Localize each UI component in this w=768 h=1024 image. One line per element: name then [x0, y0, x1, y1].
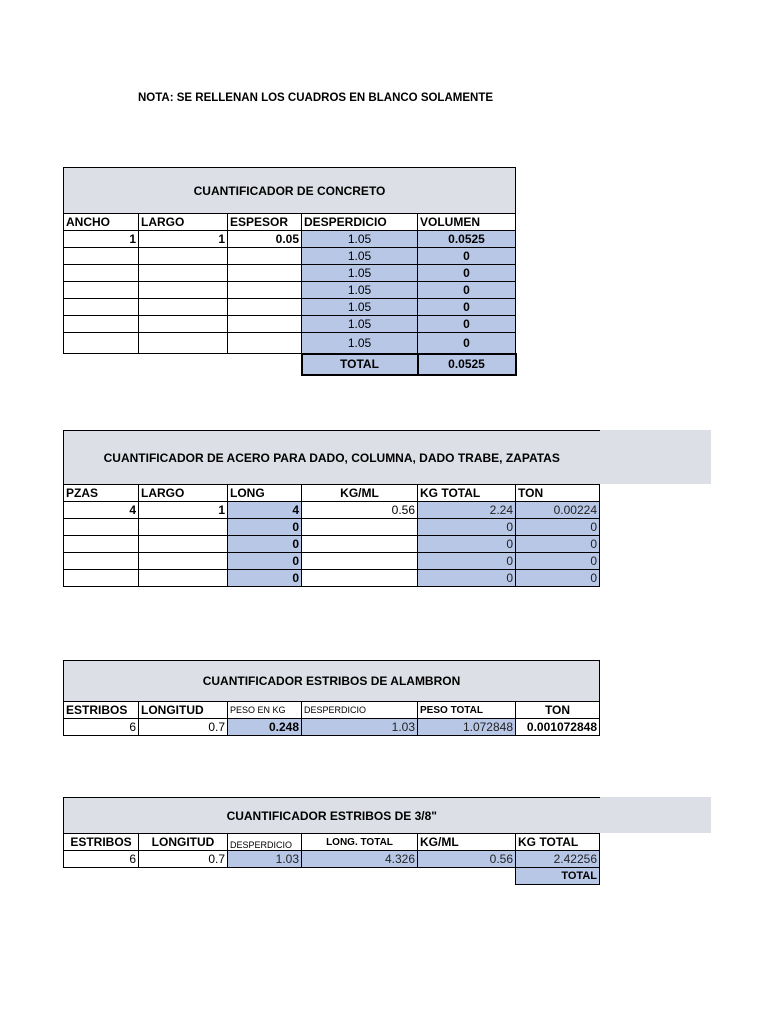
cell-peso-en-kg: 0.248 [228, 719, 302, 736]
table-row [64, 570, 600, 587]
header-peso-total: PESO TOTAL [418, 702, 516, 719]
cell-largo[interactable] [139, 299, 228, 316]
cell-largo[interactable] [139, 282, 228, 299]
cell-peso-total: 1.072848 [418, 719, 516, 736]
cell-volumen: 0 [418, 333, 516, 354]
cell-pzas[interactable] [64, 536, 139, 553]
table-row [64, 553, 600, 570]
cell-ancho[interactable] [64, 248, 139, 265]
cell-ancho[interactable] [64, 299, 139, 316]
cell-kg-total: 0 [418, 519, 516, 536]
cell-espesor[interactable] [228, 316, 302, 333]
cell-largo[interactable] [139, 536, 228, 553]
steel-title: CUANTIFICADOR DE ACERO PARA DADO, COLUMNA, DADO TRABE, ZAPATAS [64, 431, 600, 485]
cell-ancho[interactable] [64, 282, 139, 299]
header-kg-total: KG TOTAL [516, 834, 600, 851]
cell-desperdicio: 1.03 [302, 719, 418, 736]
cell-kg-ml[interactable]: 0.56 [302, 502, 418, 519]
cell-kg-total: 0 [418, 536, 516, 553]
cell-volumen: 0 [418, 265, 516, 282]
table-row [64, 519, 600, 536]
table-row [64, 265, 516, 282]
cell-long-total: 4.326 [302, 851, 418, 868]
header-espesor: ESPESOR [228, 214, 302, 231]
table-row [64, 316, 516, 333]
header-desperdicio: DESPERDICIO [228, 834, 302, 851]
table-row [64, 248, 516, 265]
steel-quantifier-table [63, 430, 600, 587]
cell-kg-total: 2.24 [418, 502, 516, 519]
cell-kg-ml[interactable] [302, 570, 418, 587]
wire-stirrup-title: CUANTIFICADOR ESTRIBOS DE ALAMBRON [64, 661, 600, 702]
header-long: LONG [228, 485, 302, 502]
header-volumen: VOLUMEN [418, 214, 516, 231]
cell-largo[interactable] [139, 248, 228, 265]
rebar-header-row [64, 834, 600, 851]
cell-desperdicio: 1.05 [302, 333, 418, 354]
cell-largo[interactable] [139, 553, 228, 570]
concrete-title: CUANTIFICADOR DE CONCRETO [64, 168, 516, 214]
header-estribos: ESTRIBOS [64, 834, 139, 851]
cell-estribos[interactable]: 6 [64, 851, 139, 868]
header-longitud: LONGITUD [139, 834, 228, 851]
cell-long: 0 [228, 570, 302, 587]
cell-estribos[interactable]: 6 [64, 719, 139, 736]
rebar-total-row [64, 868, 600, 885]
cell-desperdicio: 1.05 [302, 248, 418, 265]
cell-volumen: 0 [418, 248, 516, 265]
cell-espesor[interactable] [228, 282, 302, 299]
header-longitud: LONGITUD [139, 702, 228, 719]
cell-volumen: 0 [418, 282, 516, 299]
cell-largo[interactable]: 1 [139, 231, 228, 248]
cell-longitud[interactable]: 0.7 [139, 719, 228, 736]
cell-largo[interactable] [139, 265, 228, 282]
cell-kg-ml: 0.56 [418, 851, 516, 868]
cell-largo[interactable] [139, 519, 228, 536]
cell-long: 0 [228, 536, 302, 553]
table-row [64, 333, 516, 354]
table-row [64, 299, 516, 316]
cell-desperdicio: 1.03 [228, 851, 302, 868]
cell-kg-ml[interactable] [302, 553, 418, 570]
empty-cell [64, 354, 302, 375]
total-label: TOTAL [302, 354, 418, 375]
cell-ton: 0 [516, 553, 600, 570]
cell-pzas[interactable] [64, 570, 139, 587]
table-row [64, 231, 516, 248]
header-estribos: ESTRIBOS [64, 702, 139, 719]
header-ton: TON [516, 702, 600, 719]
cell-largo[interactable] [139, 333, 228, 354]
cell-volumen: 0.0525 [418, 231, 516, 248]
header-ton: TON [516, 485, 600, 502]
cell-largo[interactable] [139, 570, 228, 587]
cell-longitud[interactable]: 0.7 [139, 851, 228, 868]
concrete-quantifier-table [63, 167, 517, 376]
table-row [64, 851, 600, 868]
cell-pzas[interactable] [64, 519, 139, 536]
total-label: TOTAL [516, 868, 600, 885]
cell-largo[interactable] [139, 316, 228, 333]
header-kg-total: KG TOTAL [418, 485, 516, 502]
cell-volumen: 0 [418, 299, 516, 316]
cell-desperdicio: 1.05 [302, 299, 418, 316]
steel-header-row [64, 485, 600, 502]
cell-kg-ml[interactable] [302, 536, 418, 553]
header-kg-ml: KG/ML [302, 485, 418, 502]
cell-largo[interactable]: 1 [139, 502, 228, 519]
rebar-stirrup-quantifier-table [63, 797, 600, 885]
cell-pzas[interactable] [64, 553, 139, 570]
cell-kg-total: 2.42256 [516, 851, 600, 868]
wire-header-row [64, 702, 600, 719]
cell-long: 4 [228, 502, 302, 519]
cell-desperdicio: 1.05 [302, 265, 418, 282]
cell-kg-ml[interactable] [302, 519, 418, 536]
instruction-note: NOTA: SE RELLENAN LOS CUADROS EN BLANCO SOLAMENTE [138, 92, 494, 104]
empty-cell [64, 868, 516, 885]
concrete-header-row [64, 214, 516, 231]
header-long-total: LONG. TOTAL [302, 834, 418, 851]
cell-ancho[interactable]: 1 [64, 231, 139, 248]
cell-desperdicio: 1.05 [302, 282, 418, 299]
header-desperdicio: DESPERDICIO [302, 214, 418, 231]
cell-espesor[interactable]: 0.05 [228, 231, 302, 248]
cell-ancho[interactable] [64, 265, 139, 282]
table-row [64, 536, 600, 553]
cell-espesor[interactable] [228, 248, 302, 265]
table-row [64, 502, 600, 519]
cell-espesor[interactable] [228, 299, 302, 316]
title-band-extension [599, 430, 711, 484]
cell-espesor[interactable] [228, 265, 302, 282]
cell-ancho[interactable] [64, 316, 139, 333]
cell-espesor[interactable] [228, 333, 302, 354]
cell-ancho[interactable] [64, 333, 139, 354]
cell-kg-total: 0 [418, 553, 516, 570]
header-desperdicio: DESPERDICIO [302, 702, 418, 719]
wire-stirrup-quantifier-table [63, 660, 600, 736]
header-ancho: ANCHO [64, 214, 139, 231]
cell-ton: 0.00224 [516, 502, 600, 519]
cell-ton: 0.001072848 [516, 719, 600, 736]
cell-desperdicio: 1.05 [302, 316, 418, 333]
cell-pzas[interactable]: 4 [64, 502, 139, 519]
cell-ton: 0 [516, 570, 600, 587]
total-volume: 0.0525 [418, 354, 516, 375]
cell-desperdicio: 1.05 [302, 231, 418, 248]
header-largo: LARGO [139, 214, 228, 231]
header-largo: LARGO [139, 485, 228, 502]
concrete-total-row [64, 354, 516, 375]
cell-long: 0 [228, 519, 302, 536]
table-row [64, 719, 600, 736]
rebar-stirrup-title: CUANTIFICADOR ESTRIBOS DE 3/8" [64, 798, 600, 834]
header-kg-ml: KG/ML [418, 834, 516, 851]
header-peso-en-kg: PESO EN KG [228, 702, 302, 719]
cell-kg-total: 0 [418, 570, 516, 587]
table-row [64, 282, 516, 299]
cell-long: 0 [228, 553, 302, 570]
cell-ton: 0 [516, 519, 600, 536]
title-band-extension [599, 797, 711, 833]
cell-ton: 0 [516, 536, 600, 553]
header-pzas: PZAS [64, 485, 139, 502]
cell-volumen: 0 [418, 316, 516, 333]
